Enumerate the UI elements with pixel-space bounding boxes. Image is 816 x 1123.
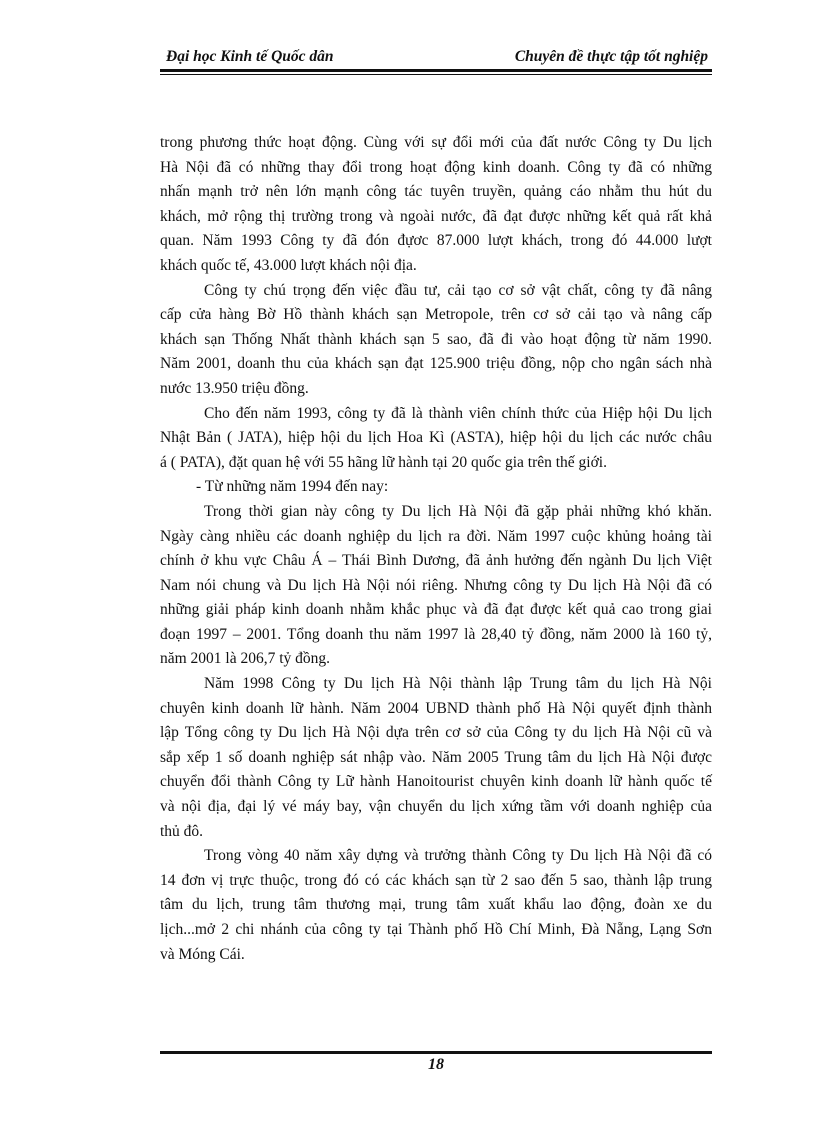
paragraph xyxy=(160,844,712,967)
text-line: Trong vòng 40 năm xây dựng và trưởng thành Công ty Du lịch Hà Nội đã có xyxy=(204,847,712,865)
header-university: Đại học Kinh tế Quốc dân xyxy=(166,48,334,65)
text-line: Hà Nội đã có những thay đổi trong hoạt động kinh doanh. Công ty đã có những xyxy=(160,158,712,176)
text-line: và nội địa, đại lý vé máy bay, vận chuyển du lịch xứng tầm với doanh nghiệp của xyxy=(160,798,712,816)
text-line: những giải pháp kinh doanh nhằm khắc phục và đã đạt được kết quả cao trong giai xyxy=(160,601,712,619)
text-line: đoạn 1997 – 2001. Tổng doanh thu năm 1997 là 28,40 tỷ đồng, năm 2000 là 160 tỷ, xyxy=(160,625,712,643)
header-rule-thin xyxy=(160,74,712,75)
text-line: sắp xếp 1 số doanh nghiệp sát nhập vào. Năm 2005 Trung tâm du lịch Hà Nội được xyxy=(160,748,712,766)
text-line: khách quốc tế, 43.000 lượt khách nội địa. xyxy=(160,256,417,274)
text-line: nhấn mạnh trở nên lớn mạnh công tác tuyên truyền, quảng cáo nhằm thu hút du xyxy=(160,183,712,201)
text-line: thủ đô. xyxy=(160,822,204,840)
header-rule-thick xyxy=(160,69,712,72)
text-line: cấp cửa hàng Bờ Hồ thành khách sạn Metropole, trên cơ sở cải tạo và nâng cấp xyxy=(160,306,712,324)
paragraph xyxy=(160,475,712,500)
text-line: quan. Năm 1993 Công ty đã đón đựơc 87.000 lượt khách, trong đó 44.000 lượt xyxy=(160,232,712,250)
paragraph xyxy=(160,279,712,402)
text-line: Công ty chú trọng đến việc đầu tư, cải tạo cơ sở vật chất, công ty đã nâng xyxy=(204,281,712,299)
text-line: á ( PATA), đặt quan hệ với 55 hãng lữ hành tại 20 quốc gia trên thế giới. xyxy=(160,453,607,471)
paragraph xyxy=(160,672,712,844)
text-line: lịch...mở 2 chi nhánh của công ty tại Thành phố Hồ Chí Minh, Đà Nẵng, Lạng Sơn xyxy=(160,921,712,938)
paragraph xyxy=(160,500,712,672)
header-report-title: Chuyên đề thực tập tốt nghiệp xyxy=(514,48,708,65)
text-line: Nam nói chung và Du lịch Hà Nội nói riêng. Nhưng công ty Du lịch Hà Nội đã có xyxy=(160,576,712,594)
text-line: và Móng Cái. xyxy=(160,945,245,963)
text-line: Trong thời gian này công ty Du lịch Hà Nội đã gặp phải những khó khăn. xyxy=(204,502,712,520)
text-line: tâm du lịch, trung tâm thương mại, trung tâm xuất khẩu lao động, đoàn xe du xyxy=(160,896,712,914)
footer-rule xyxy=(160,1051,712,1054)
page-number: 18 xyxy=(428,1056,444,1073)
text-line: - Từ những năm 1994 đến nay: xyxy=(196,478,389,496)
text-line: chuyên kinh doanh lữ hành. Năm 2004 UBND thành phố Hà Nội quyết định thành xyxy=(160,699,712,717)
text-line: năm 2001 là 206,7 tỷ đồng. xyxy=(160,650,331,668)
paragraph xyxy=(160,402,712,476)
text-line: Cho đến năm 1993, công ty đã là thành viên chính thức của Hiệp hội Du lịch xyxy=(204,404,712,422)
text-line: khách, mở rộng thị trường trong và ngoài nước, đã đạt được những kết quả rất khả xyxy=(160,207,712,225)
document-body xyxy=(160,131,712,967)
paragraph xyxy=(160,131,712,279)
text-line: nước 13.950 triệu đồng. xyxy=(160,379,309,397)
text-line: chuyển đổi thành Công ty Lữ hành Hanoitourist chuyên kinh doanh lữ hành quốc tế xyxy=(160,773,712,791)
text-line: trong phương thức hoạt động. Cùng với sự đổi mới của đất nước Công ty Du lịch xyxy=(160,134,712,151)
text-line: Năm 2001, doanh thu của khách sạn đạt 125.900 triệu đồng, nộp cho ngân sách nhà xyxy=(160,355,712,373)
text-line: Nhật Bản ( JATA), hiệp hội du lịch Hoa Kì (ASTA), hiệp hội du lịch các nước châu xyxy=(160,429,712,447)
text-line: chính ở khu vực Châu Á – Thái Bình Dương, đã ảnh hưởng đến ngành Du lịch Việt xyxy=(160,552,712,570)
text-line: khách sạn Thống Nhất thành khách sạn 5 sao, đã đi vào hoạt động từ năm 1990. xyxy=(160,330,712,348)
text-line: lập Tổng công ty Du lịch Hà Nội dựa trên cơ sở của Công ty du lịch Hà Nội cũ và xyxy=(160,724,712,742)
text-line: 14 đơn vị trực thuộc, trong đó có các khách sạn từ 2 sao đến 5 sao, thành lập trung xyxy=(160,871,712,889)
running-header xyxy=(160,48,712,68)
text-line: Năm 1998 Công ty Du lịch Hà Nội thành lập Trung tâm du lịch Hà Nội xyxy=(204,675,712,693)
text-line: Ngày càng nhiều các doanh nghiệp du lịch ra đời. Năm 1997 cuộc khủng hoảng tài xyxy=(160,527,712,545)
